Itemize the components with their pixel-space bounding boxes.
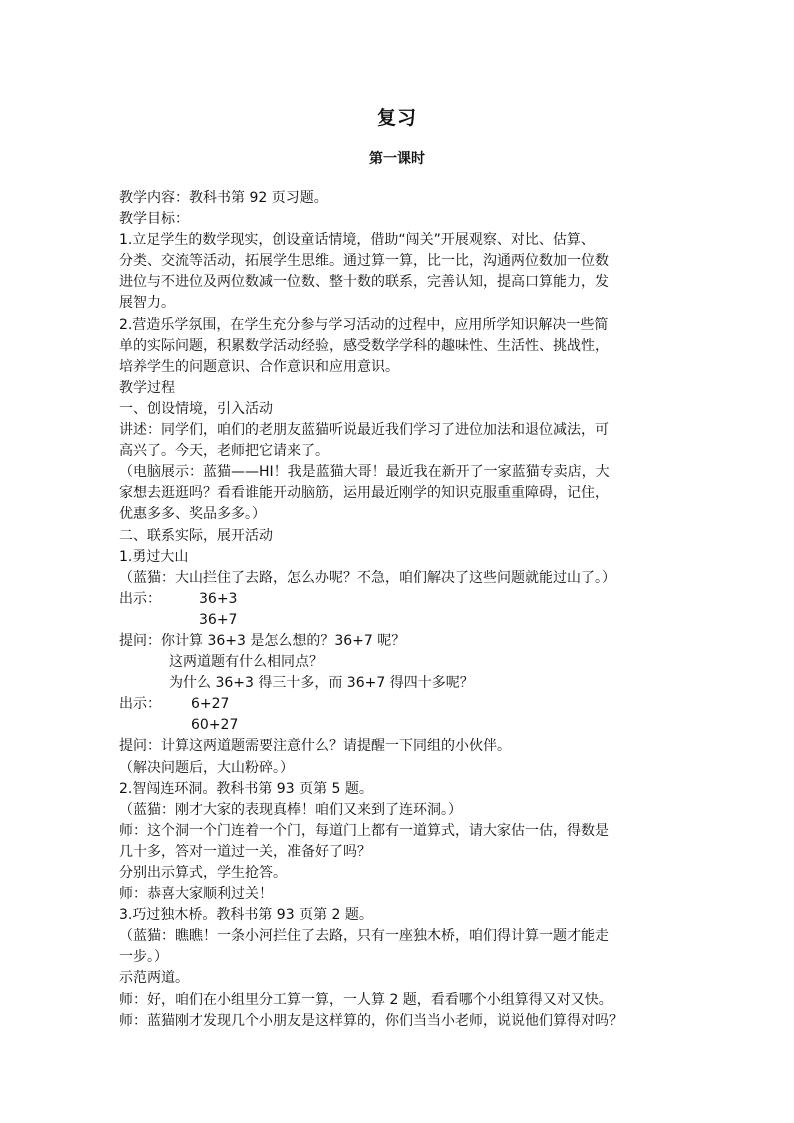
document-title: 复习 bbox=[376, 107, 417, 129]
expression: 36+3 bbox=[199, 590, 238, 607]
text-line: 提问：计算这两道题需要注意什么？请提醒一下同组的小伙伴。 bbox=[119, 738, 511, 755]
text-line: 培养学生的问题意识、合作意识和应用意识。 bbox=[119, 358, 399, 375]
show-line bbox=[119, 694, 685, 715]
section-heading: 一、创设情境，引入活动 bbox=[119, 400, 273, 417]
text-line: （电脑展示：蓝猫——HI！我是蓝猫大哥！最近我在新开了一家蓝猫专卖店，大 bbox=[119, 464, 610, 481]
text-line: 师：好，咱们在小组里分工算一算，一人算 2 题，看看哪个小组算得又对又快。 bbox=[119, 991, 613, 1008]
text-line: 讲述：同学们，咱们的老朋友蓝猫听说最近我们学习了进位加法和退位减法，可 bbox=[119, 422, 609, 439]
show-label: 出示： bbox=[119, 696, 161, 713]
text-line: 师：这个洞一个门连着一个门，每道门上都有一道算式，请大家估一估，得数是 bbox=[119, 822, 609, 839]
text-line: （解决问题后，大山粉碎。） bbox=[119, 759, 294, 776]
show-label: 出示： bbox=[119, 590, 161, 607]
text-line: 一步。） bbox=[119, 949, 168, 966]
text-line: 1.立足学生的数学现实，创设童话情境，借助“闯关”开展观察、对比、估算、 bbox=[119, 232, 595, 249]
text-line: 3.巧过独木桥。教科书第 93 页第 2 题。 bbox=[119, 907, 373, 924]
text-line: 师：蓝猫刚才发现几个小朋友是这样算的，你们当当小老师，说说他们算得对吗？ bbox=[119, 1012, 623, 1029]
text-line: 2.营造乐学氛围，在学生充分参与学习活动的过程中，应用所学知识解决一些简 bbox=[119, 316, 609, 333]
text-line: （蓝猫：瞧瞧！一条小河拦住了去路，只有一座独木桥，咱们得计算一题才能走 bbox=[119, 928, 609, 945]
document-subtitle: 第一课时 bbox=[369, 151, 425, 167]
text-line: 教学目标： bbox=[119, 211, 189, 228]
text-line: 单的实际问题，积累数学活动经验，感受数学学科的趣味性、生活性、挑战性， bbox=[119, 337, 609, 354]
document-body bbox=[119, 188, 685, 1032]
question-line: 提问：你计算 36+3 是怎么想的？36+7 呢？ bbox=[119, 632, 406, 649]
text-line: 2.智闯连环洞。教科书第 93 页第 5 题。 bbox=[119, 780, 373, 797]
text-line: 几十多，答对一道过一关，准备好了吗？ bbox=[119, 843, 371, 860]
section-heading: 教学过程 bbox=[119, 379, 175, 396]
expression: 60+27 bbox=[191, 717, 239, 734]
expression: 36+7 bbox=[199, 611, 238, 628]
text-line: 高兴了。今天，老师把它请来了。 bbox=[119, 443, 329, 460]
text-line: 家想去逛逛吗？看看谁能开动脑筋，运用最近刚学的知识克服重重障碍，记住， bbox=[119, 485, 609, 502]
text-line: 师：恭喜大家顺利过关！ bbox=[119, 886, 273, 903]
question-line: 这两道题有什么相同点？ bbox=[169, 654, 323, 671]
text-line: 分别出示算式，学生抢答。 bbox=[119, 865, 287, 881]
text-line: （蓝猫：刚才大家的表现真棒！咱们又来到了连环洞。） bbox=[119, 801, 462, 818]
text-line: 展智力。 bbox=[119, 295, 175, 312]
text-line: 分类、交流等活动，拓展学生思维。通过算一算，比一比，沟通两位数加一位数 bbox=[119, 253, 609, 270]
show-line bbox=[119, 589, 685, 610]
text-line: 1.勇过大山 bbox=[119, 548, 189, 565]
text-line: 优惠多多、奖品多多。） bbox=[119, 506, 266, 523]
question-line: 为什么 36+3 得三十多，而 36+7 得四十多呢？ bbox=[169, 675, 474, 692]
text-line: 进位与不进位及两位数减一位数、整十数的联系，完善认知，提高口算能力，发 bbox=[119, 274, 609, 291]
section-heading: 二、联系实际，展开活动 bbox=[119, 527, 273, 544]
text-line: （蓝猫：大山拦住了去路，怎么办呢？不急，咱们解决了这些问题就能过山了。） bbox=[119, 569, 616, 586]
text-line: 示范两道。 bbox=[119, 970, 189, 987]
text-line: 教学内容：教科书第 92 页习题。 bbox=[119, 190, 328, 206]
expression: 6+27 bbox=[191, 696, 230, 713]
